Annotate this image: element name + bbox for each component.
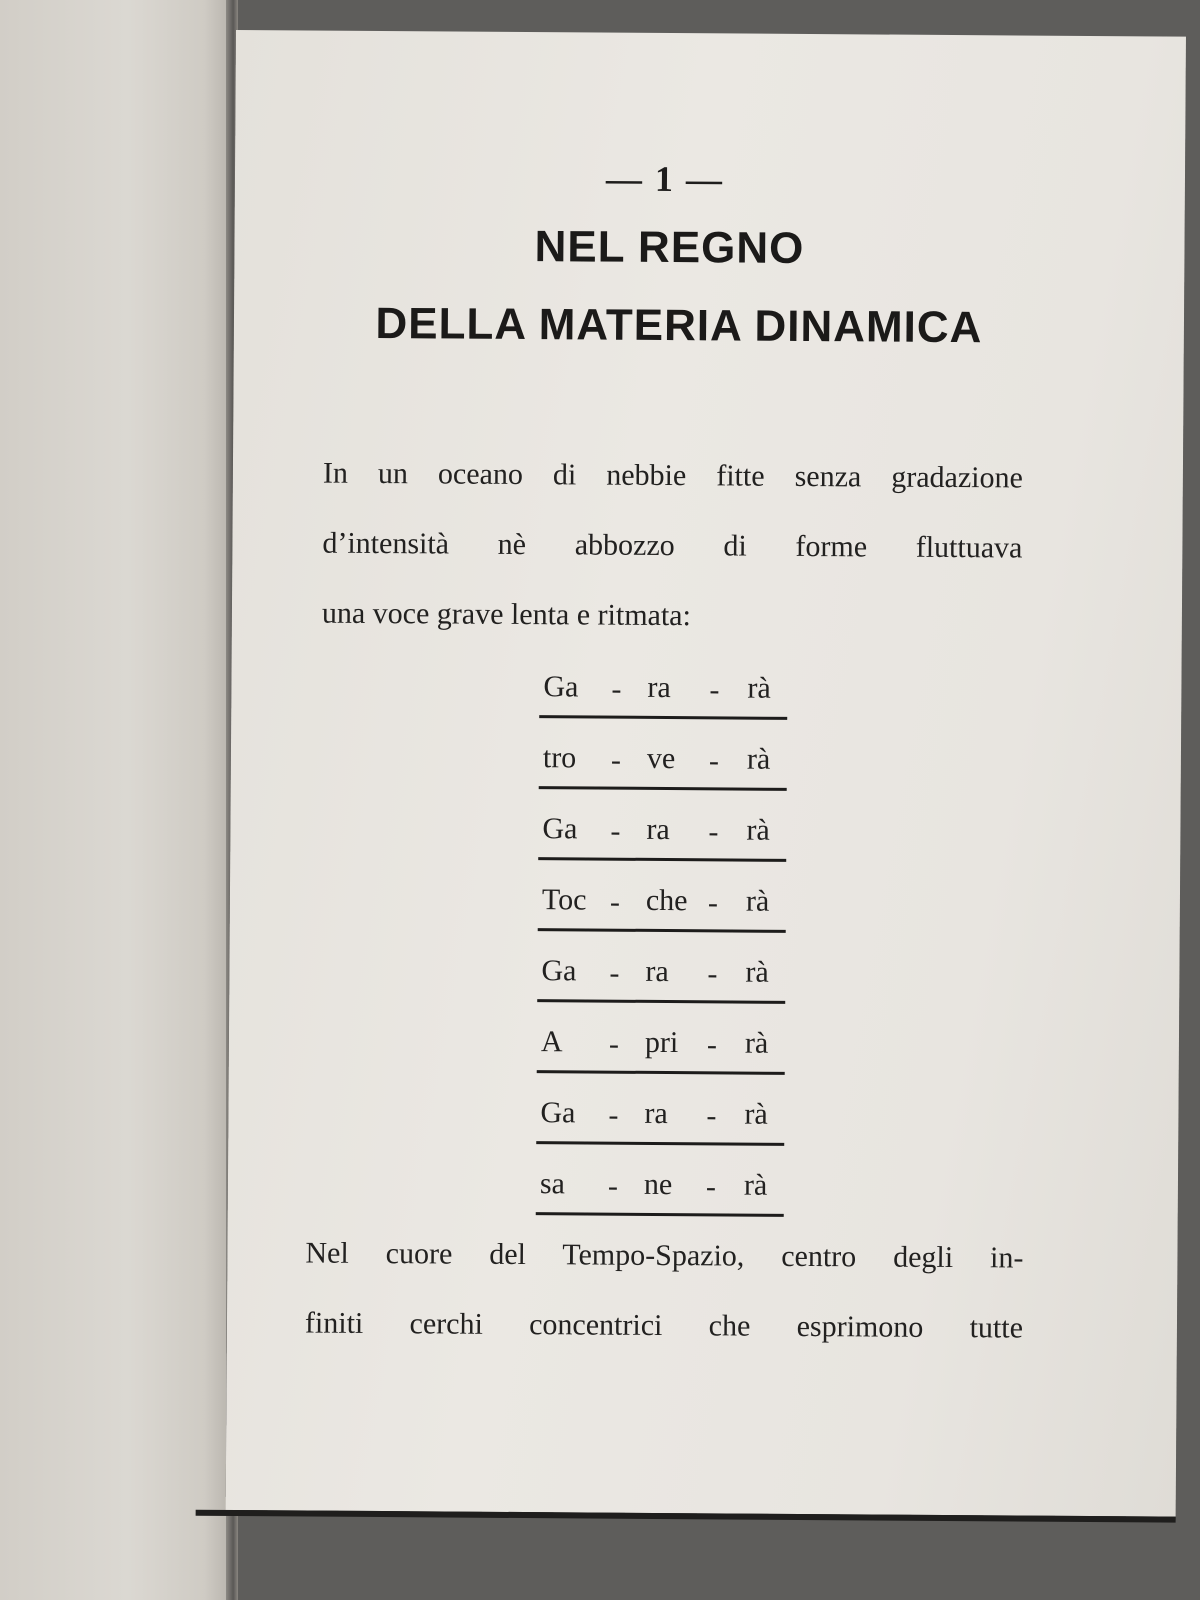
syllable: ra xyxy=(647,670,671,705)
syllable-separator: - xyxy=(610,814,621,848)
title-line-1: NEL REGNO xyxy=(534,222,805,273)
syllable-row xyxy=(538,804,788,877)
syllable-row xyxy=(537,1017,787,1090)
paragraph-2-line: finiti cerchi concentrici che esprimono tutte xyxy=(304,1306,1024,1345)
syllable: Toc xyxy=(541,883,587,917)
syllable-separator: - xyxy=(709,673,720,707)
syllable: rà xyxy=(743,1168,768,1202)
syllable: che xyxy=(645,883,688,918)
syllable-separator: - xyxy=(705,1170,717,1204)
underline-rule xyxy=(539,715,787,720)
syllable: rà xyxy=(744,1097,768,1131)
paragraph-2-line: Nel cuore del Tempo-Spazio, centro degli in- xyxy=(305,1236,1024,1275)
syllable-separator: - xyxy=(608,1098,619,1132)
paragraph-2 xyxy=(305,1219,1024,1364)
underline-rule xyxy=(538,857,786,862)
syllable: Ga xyxy=(542,812,578,846)
syllable-separator: - xyxy=(607,1169,619,1203)
syllable: ra xyxy=(646,812,670,847)
syllable: ve xyxy=(646,741,676,776)
syllable-separator: - xyxy=(706,1028,718,1062)
title-line-2: DELLA MATERIA DINAMICA xyxy=(375,298,983,353)
right-page xyxy=(226,30,1186,1517)
syllable-row xyxy=(538,875,788,948)
syllable: ne xyxy=(643,1167,673,1202)
syllable-separator: - xyxy=(708,815,719,849)
underline-rule xyxy=(537,999,785,1004)
underline-rule xyxy=(536,1212,784,1217)
syllable-chant xyxy=(536,662,790,1232)
syllable: rà xyxy=(746,813,770,847)
underline-rule xyxy=(539,786,787,791)
paragraph-1-line: In un oceano di nebbie fitte senza gradazione xyxy=(322,456,1024,495)
syllable: Ga xyxy=(543,670,579,704)
syllable-separator: - xyxy=(609,956,620,990)
syllable-separator: - xyxy=(608,1027,620,1061)
syllable: rà xyxy=(745,955,769,989)
syllable-separator: - xyxy=(611,672,622,706)
left-page xyxy=(0,0,232,1600)
syllable: Ga xyxy=(540,1096,576,1130)
syllable-row xyxy=(536,1088,786,1161)
syllable-row xyxy=(539,662,789,735)
syllable-separator: - xyxy=(706,1099,717,1133)
syllable-row xyxy=(539,733,789,806)
underline-rule xyxy=(536,1141,784,1146)
syllable-separator: - xyxy=(609,885,621,919)
syllable: rà xyxy=(744,1026,769,1060)
syllable: rà xyxy=(745,884,770,918)
underline-rule xyxy=(537,1070,785,1075)
syllable-separator: - xyxy=(610,743,622,777)
syllable: tro xyxy=(542,741,577,775)
syllable-separator: - xyxy=(707,886,719,920)
syllable-separator: - xyxy=(707,957,718,991)
syllable: pri xyxy=(644,1025,679,1060)
syllable-separator: - xyxy=(708,744,720,778)
paragraph-1-line: d’intensità nè abbozzo di forme fluttuava xyxy=(322,526,1023,565)
page-number: — 1 — xyxy=(605,158,725,200)
syllable: A xyxy=(540,1025,563,1059)
underline-rule xyxy=(538,928,786,933)
syllable: rà xyxy=(746,742,771,776)
paragraph-1-line: una voce grave lenta e ritmata: xyxy=(321,596,692,633)
syllable: rà xyxy=(747,671,771,705)
paragraph-1 xyxy=(322,439,1023,654)
syllable: ra xyxy=(644,1096,668,1131)
syllable: sa xyxy=(539,1167,566,1201)
syllable-row xyxy=(537,946,787,1019)
syllable: Ga xyxy=(541,954,577,988)
syllable: ra xyxy=(645,954,669,989)
